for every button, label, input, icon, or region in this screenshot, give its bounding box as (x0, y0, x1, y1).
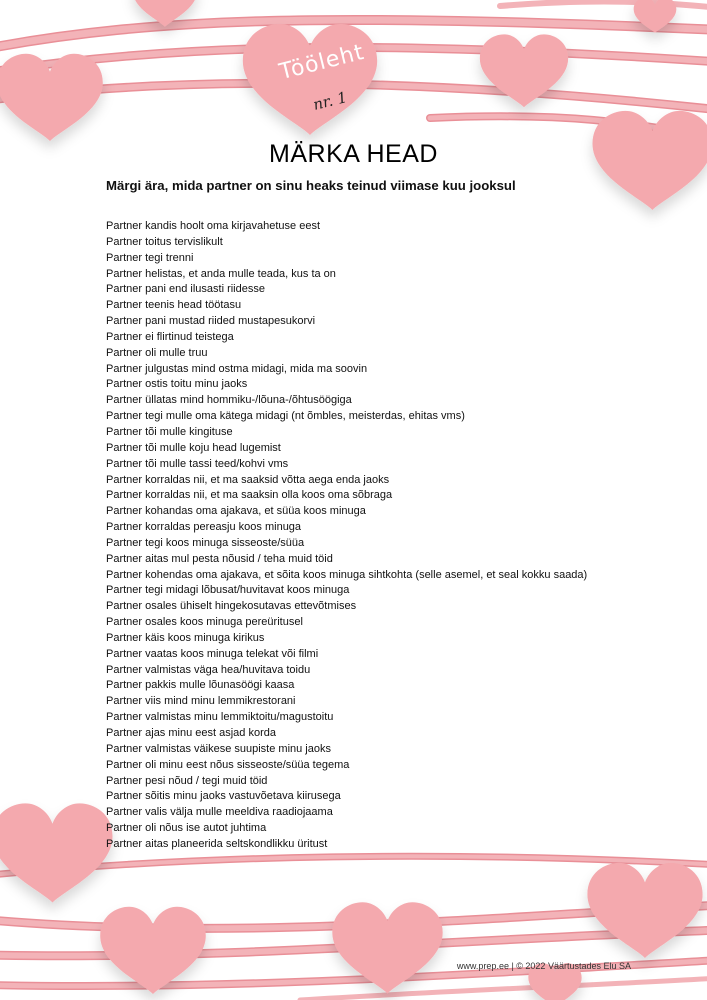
list-item: Partner viis mind minu lemmikrestorani (106, 695, 296, 708)
list-item: Partner tegi midagi lõbusat/huvitavat koos minuga (106, 584, 350, 597)
list-item: Partner kohendas oma ajakava, et sõita koos minuga sihtkohta (selle asemel, et seal kokku saada) (106, 568, 588, 581)
list-item: Partner ei flirtinud teistega (106, 330, 234, 343)
list-item: Partner tegi mulle oma kätega midagi (nt õmbles, meisterdas, ehitas vms) (106, 410, 465, 423)
list-item: Partner käis koos minuga kirikus (106, 631, 265, 644)
list-item: Partner helistas, et anda mulle teada, kus ta on (106, 267, 336, 280)
list-item: Partner tõi mulle tassi teed/kohvi vms (106, 457, 289, 470)
list-item: Partner korraldas nii, et ma saaksid võtta aega enda jaoks (106, 473, 390, 486)
list-item: Partner pesi nõud / tegi muid töid (106, 774, 268, 787)
list-item: Partner ostis toitu minu jaoks (106, 378, 248, 391)
list-item: Partner toitus tervislikult (106, 235, 223, 248)
page-subtitle: Märgi ära, mida partner on sinu heaks teinud viimase kuu jooksul (106, 178, 516, 193)
list-item: Partner tegi trenni (106, 251, 194, 264)
footer-credit: www.prep.ee | © 2022 Väärtustades Elu SA (456, 961, 631, 971)
list-item: Partner sõitis minu jaoks vastuvõetava kiirusega (106, 790, 341, 803)
list-item: Partner kandis hoolt oma kirjavahetuse eest (106, 220, 321, 232)
list-item: Partner pani end ilusasti riidesse (106, 283, 265, 296)
list-item: Partner korraldas nii, et ma saaksin olla koos oma sõbraga (106, 489, 393, 502)
list-item: Partner tegi koos minuga sisseoste/süüa (106, 536, 305, 549)
list-item: Partner oli nõus ise autot juhtima (106, 822, 267, 835)
list-item: Partner ajas minu eest asjad korda (106, 727, 276, 739)
list-item: Partner üllatas mind hommiku-/lõuna-/õhtusöögiga (106, 394, 352, 407)
list-item: Partner osales ühiselt hingekosutavas ettevõtmises (106, 600, 357, 613)
list-item: Partner kohandas oma ajakava, et süüa koos minuga (106, 505, 366, 518)
list-item: Partner valmistas väga hea/huvitava toidu (106, 663, 311, 676)
list-item: Partner valmistas minu lemmiktoitu/magustoitu (106, 711, 334, 724)
badge-subtitle: nr. 1 (311, 88, 349, 114)
list-item: Partner oli minu eest nõus sisseoste/süüa tegema (106, 758, 350, 771)
list-item: Partner pakkis mulle lõunasöögi kaasa (106, 679, 295, 692)
list-item: Partner tõi mulle kingituse (106, 425, 233, 438)
list-item: Partner oli mulle truu (106, 346, 208, 359)
list-item: Partner tõi mulle koju head lugemist (106, 441, 281, 454)
list-item: Partner osales koos minuga pereüritusel (106, 616, 303, 629)
list-item: Partner vaatas koos minuga telekat või filmi (106, 647, 319, 660)
list-item: Partner aitas mul pesta nõusid / teha muid töid (106, 552, 333, 565)
list-item: Partner valis välja mulle meeldiva raadiojaama (106, 806, 333, 819)
list-item: Partner korraldas pereasju koos minuga (106, 521, 302, 534)
list-item: Partner valmistas väikese suupiste minu jaoks (106, 742, 331, 755)
heart-icon (0, 803, 113, 902)
list-item: Partner teenis head töötasu (106, 299, 242, 312)
list-item: Partner julgustas mind ostma midagi, mida ma soovin (106, 362, 368, 375)
list-item: Partner aitas planeerida seltskondlikku üritust (106, 837, 328, 850)
list-item: Partner pani mustad riided mustapesukorvi (106, 315, 316, 328)
heart-icon (587, 863, 702, 958)
page-title: MÄRKA HEAD (269, 140, 438, 168)
checklist (106, 219, 696, 853)
badge-title: Tööleht (276, 39, 368, 86)
